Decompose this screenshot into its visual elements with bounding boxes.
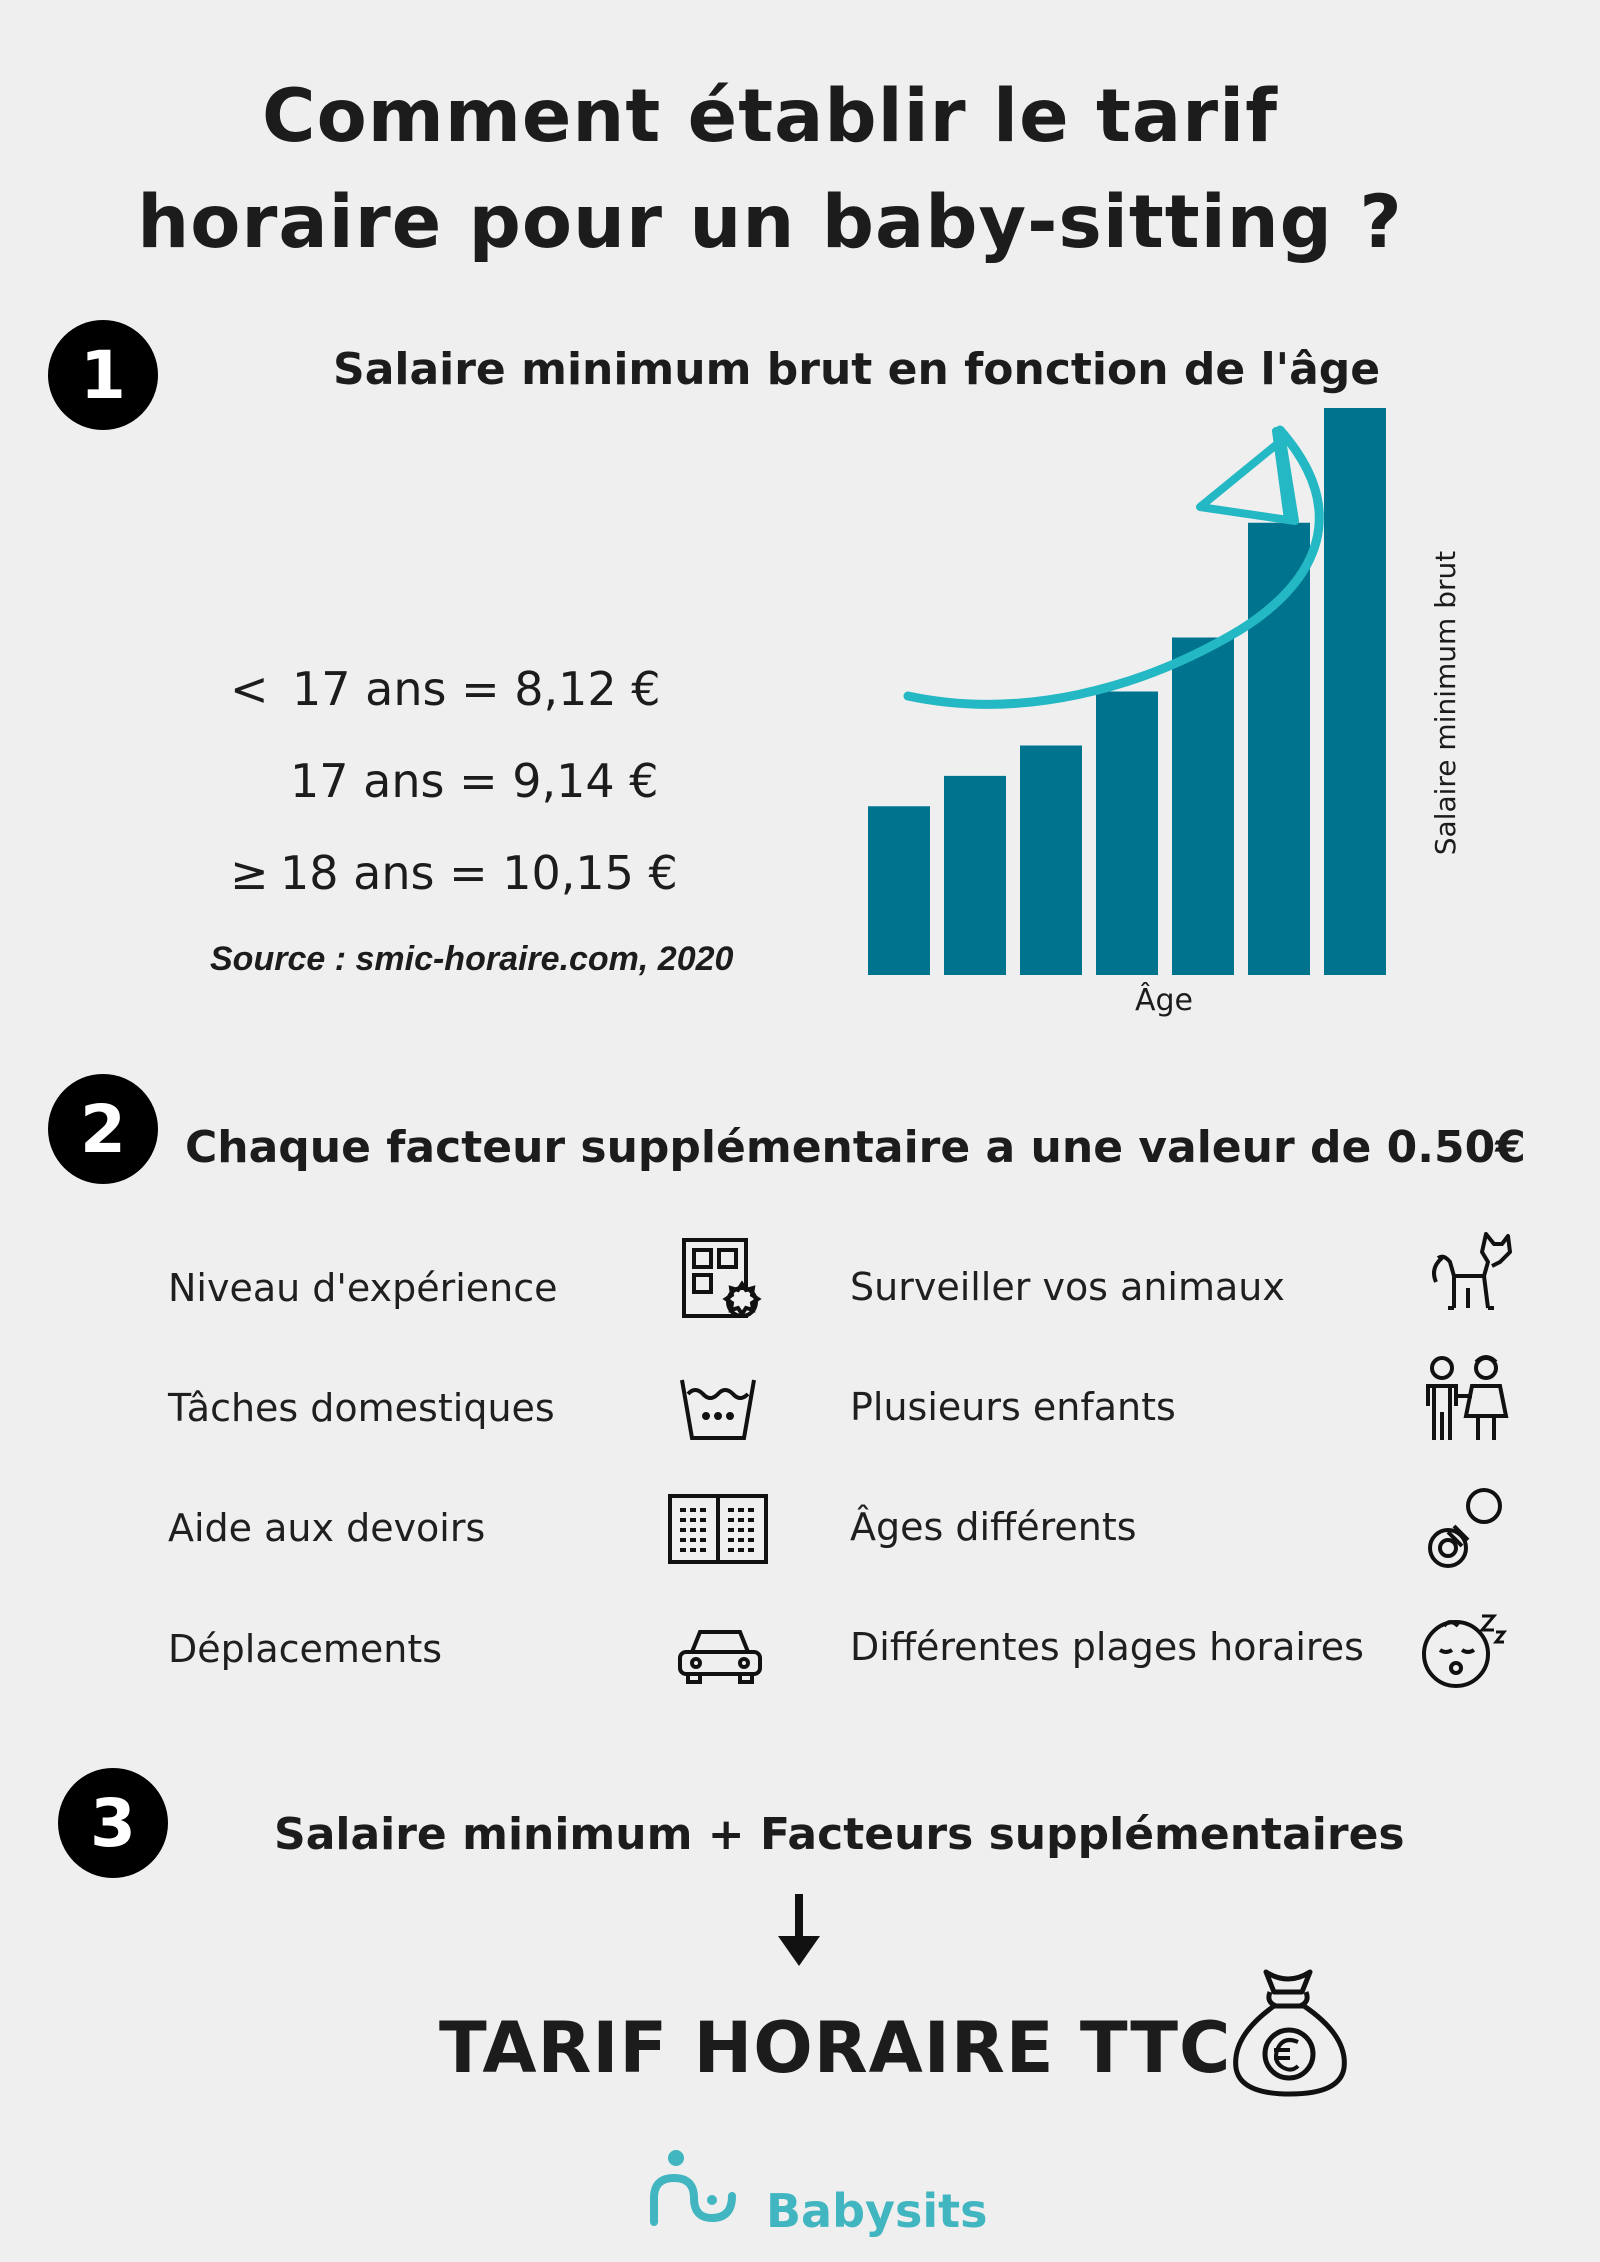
pacifier-icon <box>1424 1484 1508 1570</box>
title-line-1: Comment établir le tarif <box>262 74 1278 159</box>
section-2-heading: Chaque facteur supplémentaire a une valeur de 0.50€ <box>185 1122 1526 1173</box>
trend-arrow-head <box>1200 431 1295 521</box>
chart-bar-2 <box>944 776 1006 975</box>
children-icon <box>1418 1352 1510 1444</box>
chart-bar-6 <box>1248 523 1310 975</box>
rate-17: 17 ans = 9,14 € <box>290 754 659 808</box>
y-axis-label: Salaire minimum brut <box>1429 550 1462 856</box>
factor-homework-help: Aide aux devoirs <box>168 1506 486 1550</box>
rate-18-prefix: ≥ <box>230 846 269 900</box>
car-icon <box>676 1624 764 1688</box>
step-2-badge: 2 <box>48 1074 158 1184</box>
section-3-formula: Salaire minimum + Facteurs supplémentaires <box>274 1809 1405 1860</box>
factor-experience: Niveau d'expérience <box>168 1266 558 1310</box>
chart-bar-4 <box>1096 692 1158 976</box>
step-1-badge: 1 <box>48 320 158 430</box>
factor-pets: Surveiller vos animaux <box>850 1265 1285 1309</box>
chart-bar-1 <box>868 806 930 975</box>
certificate-icon <box>680 1236 764 1322</box>
x-axis-label: Âge <box>1134 983 1194 1018</box>
factor-different-ages: Âges différents <box>850 1505 1137 1549</box>
source-note: Source : smic-horaire.com, 2020 <box>210 940 734 978</box>
chart-bar-7 <box>1324 408 1386 975</box>
page-title <box>0 64 1540 276</box>
factor-travel: Déplacements <box>168 1627 443 1671</box>
chart-bar-5 <box>1172 638 1234 976</box>
chart-bar-3 <box>1020 746 1082 976</box>
sleeping-baby-icon <box>1418 1610 1508 1690</box>
dog-icon <box>1428 1228 1518 1318</box>
money-bag-icon <box>1226 1962 1352 2098</box>
laundry-icon <box>678 1372 758 1444</box>
rate-18-plus: 18 ans = 10,15 € <box>280 846 678 900</box>
factor-household-tasks: Tâches domestiques <box>168 1386 555 1430</box>
hourly-rate-result: TARIF HORAIRE TTC <box>439 2007 1232 2089</box>
rate-under-17: 17 ans = 8,12 € <box>292 662 661 716</box>
factor-several-children: Plusieurs enfants <box>850 1385 1176 1429</box>
section-1-heading: Salaire minimum brut en fonction de l'âge <box>333 344 1381 395</box>
rate-under-17-prefix: < <box>230 662 269 716</box>
open-book-icon <box>666 1492 770 1566</box>
arrow-down-icon <box>776 1894 822 1968</box>
title-line-2: horaire pour un baby-sitting ? <box>137 180 1403 265</box>
salary-bar-chart <box>840 390 1500 1030</box>
step-3-badge: 3 <box>58 1768 168 1878</box>
factor-time-slots: Différentes plages horaires <box>850 1625 1364 1669</box>
babysits-logo-icon <box>648 2148 752 2228</box>
brand-name: Babysits <box>766 2184 988 2238</box>
